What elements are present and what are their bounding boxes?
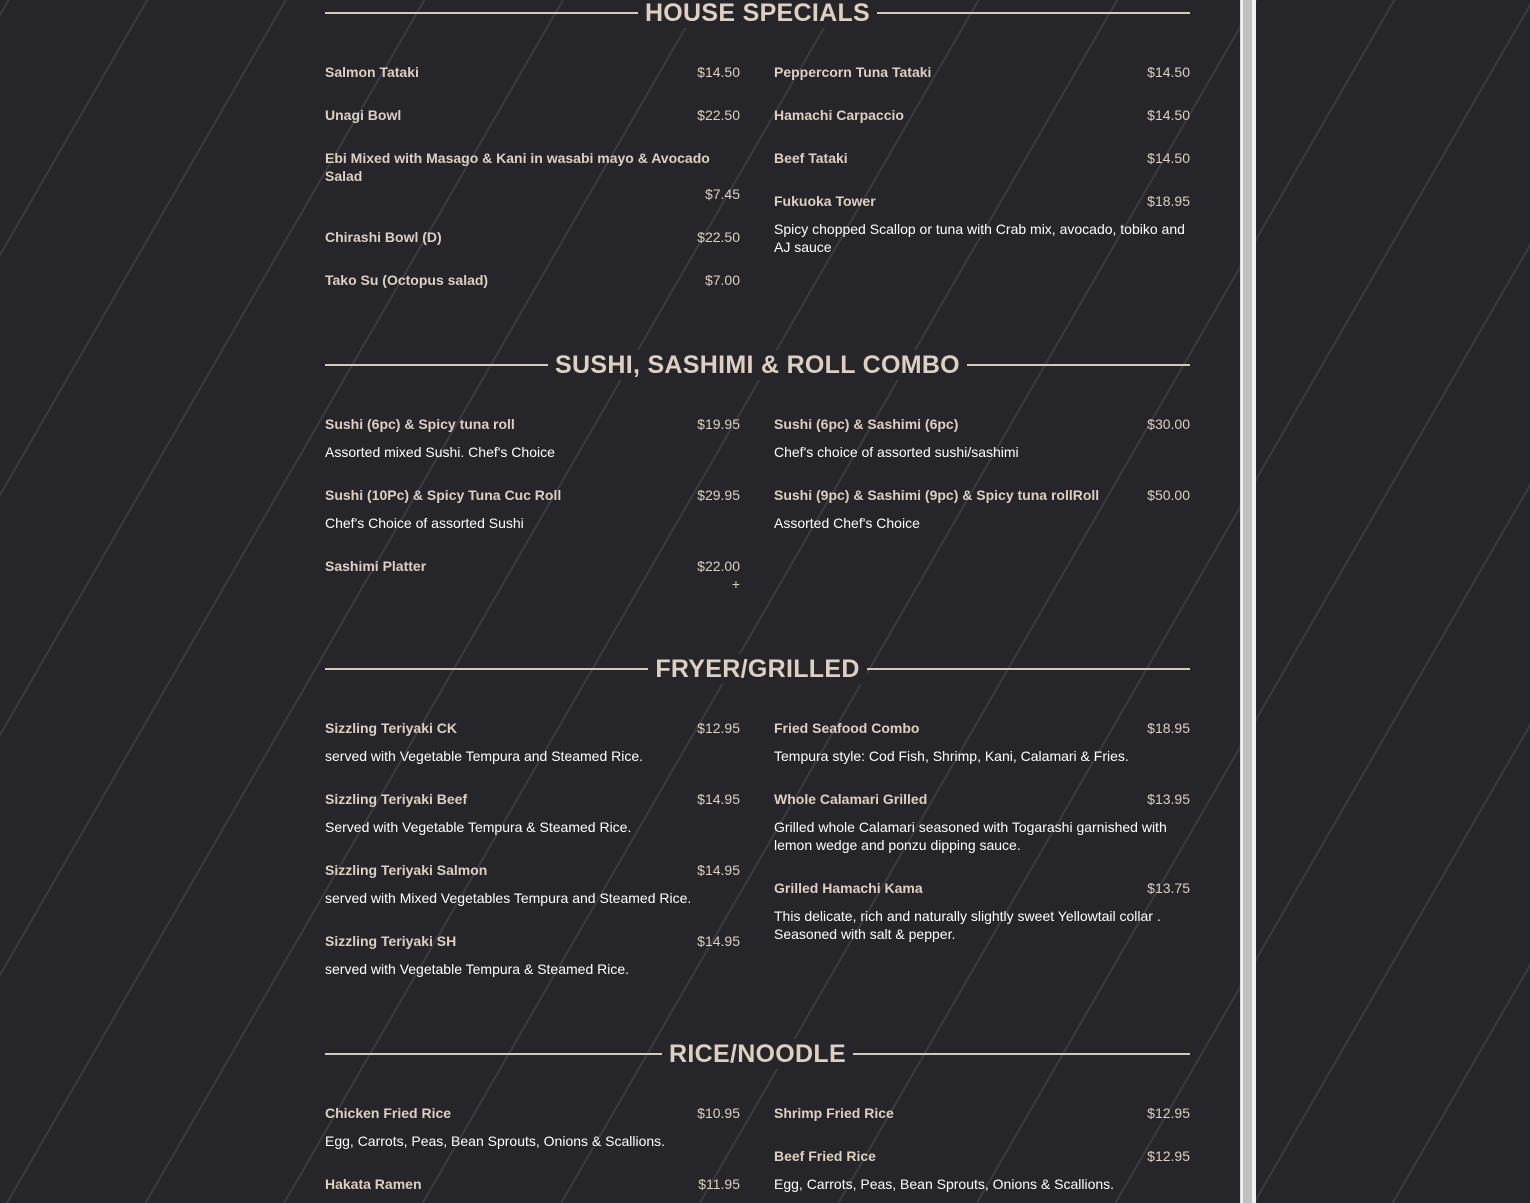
item-price: $14.95: [697, 933, 740, 949]
section-title: RICE/NOODLE: [662, 1039, 853, 1069]
item-price: $7.45: [704, 186, 740, 202]
item-price: $18.95: [1147, 193, 1190, 209]
item-name: Chicken Fried Rice: [325, 1105, 452, 1121]
item-name: Beef Tataki: [774, 150, 848, 166]
item-name: Sushi (6pc) & Spicy tuna roll: [325, 416, 515, 432]
item-price: $22.00: [697, 558, 740, 574]
item-name: Sashimi Platter: [325, 558, 427, 574]
item-name: Hakata Ramen: [325, 1176, 422, 1192]
item-description: Assorted mixed Sushi. Chef's Choice: [325, 444, 555, 460]
item-price: $13.75: [1147, 880, 1190, 896]
item-description: Served with Vegetable Tempura & Steamed Rice.: [325, 819, 632, 835]
item-price: $12.95: [697, 720, 740, 736]
item-name: Sizzling Teriyaki Beef: [325, 791, 468, 807]
item-name: Shrimp Fried Rice: [774, 1105, 894, 1121]
item-price: $29.95: [697, 487, 740, 503]
section-fryer-grilled: [325, 654, 1190, 684]
item-price: $14.50: [1147, 107, 1190, 123]
section-title: SUSHI, SASHIMI & ROLL COMBO: [548, 350, 967, 380]
item-price: $50.00: [1147, 487, 1190, 503]
item-name: Unagi Bowl: [325, 107, 402, 123]
item-name: Hamachi Carpaccio: [774, 107, 904, 123]
item-price: $14.50: [697, 64, 740, 80]
item-name: Grilled Hamachi Kama: [774, 880, 923, 896]
item-description: Spicy chopped Scallop or tuna with Crab mix, avocado, tobiko and AJ sauce: [774, 221, 1185, 255]
item-description: Grilled whole Calamari seasoned with Togarashi garnished with lemon wedge and ponzu dipping sauce.: [774, 819, 1167, 853]
item-description: served with Vegetable Tempura & Steamed Rice.: [325, 961, 630, 977]
item-price: $7.00: [704, 272, 740, 288]
item-name: Whole Calamari Grilled: [774, 791, 928, 807]
item-description: served with Mixed Vegetables Tempura and Steamed Rice.: [325, 890, 692, 906]
section-header: [325, 1039, 1190, 1069]
item-price: $11.95: [698, 1176, 740, 1192]
item-name: Tako Su (Octopus salad): [325, 272, 489, 288]
item-name: Fried Seafood Combo: [774, 720, 920, 736]
section-header: [325, 0, 1190, 28]
item-price: $14.50: [1147, 150, 1190, 166]
item-description: Assorted Chef's Choice: [774, 515, 920, 531]
price-plus-suffix: +: [731, 576, 740, 592]
item-name: Salmon Tataki: [325, 64, 419, 80]
item-price: $14.50: [1147, 64, 1190, 80]
item-price: $19.95: [697, 416, 740, 432]
section-title: HOUSE SPECIALS: [638, 0, 877, 28]
item-price: $13.95: [1147, 791, 1190, 807]
item-price: $14.95: [697, 791, 740, 807]
item-name: Chirashi Bowl (D): [325, 229, 442, 245]
item-name: Sizzling Teriyaki CK: [325, 720, 457, 736]
item-name: Sushi (6pc) & Sashimi (6pc): [774, 416, 959, 432]
item-name: Sizzling Teriyaki SH: [325, 933, 457, 949]
item-description: Tempura style: Cod Fish, Shrimp, Kani, Calamari & Fries.: [774, 748, 1129, 764]
item-name: Beef Fried Rice: [774, 1148, 876, 1164]
item-name: Peppercorn Tuna Tataki: [774, 64, 932, 80]
item-price: $12.95: [1147, 1105, 1190, 1121]
item-price: $14.95: [697, 862, 740, 878]
item-price: $22.50: [697, 229, 740, 245]
section-title: FRYER/GRILLED: [648, 654, 866, 684]
item-name: Ebi Mixed with Masago & Kani in wasabi mayo & Avocado Salad: [325, 150, 710, 184]
item-description: served with Vegetable Tempura and Steamed Rice.: [325, 748, 644, 764]
item-price: $22.50: [697, 107, 740, 123]
item-name: Sushi (10Pc) & Spicy Tuna Cuc Roll: [325, 487, 562, 503]
item-price: $12.95: [1147, 1148, 1190, 1164]
item-price: $18.95: [1147, 720, 1190, 736]
item-name: Sizzling Teriyaki Salmon: [325, 862, 488, 878]
item-description: Egg, Carrots, Peas, Bean Sprouts, Onions & Scallions.: [774, 1176, 1115, 1192]
item-description: Chef's choice of assorted sushi/sashimi: [774, 444, 1019, 460]
item-name: Fukuoka Tower: [774, 193, 876, 209]
section-sushi-combo: [325, 350, 1190, 380]
item-description: Chef's Choice of assorted Sushi: [325, 515, 524, 531]
scrollbar[interactable]: [1240, 0, 1256, 1203]
item-price: $30.00: [1147, 416, 1190, 432]
section-header: [325, 654, 1190, 684]
section-house-specials: [325, 0, 1190, 28]
item-price: $10.95: [697, 1105, 740, 1121]
section-header: [325, 350, 1190, 380]
item-description: This delicate, rich and naturally slightly sweet Yellowtail collar . Seasoned with salt & pepper.: [774, 908, 1161, 942]
item-name: Sushi (9pc) & Sashimi (9pc) & Spicy tuna rollRoll: [774, 487, 1100, 503]
section-rice-noodle: [325, 1039, 1190, 1069]
item-description: Egg, Carrots, Peas, Bean Sprouts, Onions & Scallions.: [325, 1133, 666, 1149]
scrollbar-thumb[interactable]: [1243, 0, 1252, 1203]
